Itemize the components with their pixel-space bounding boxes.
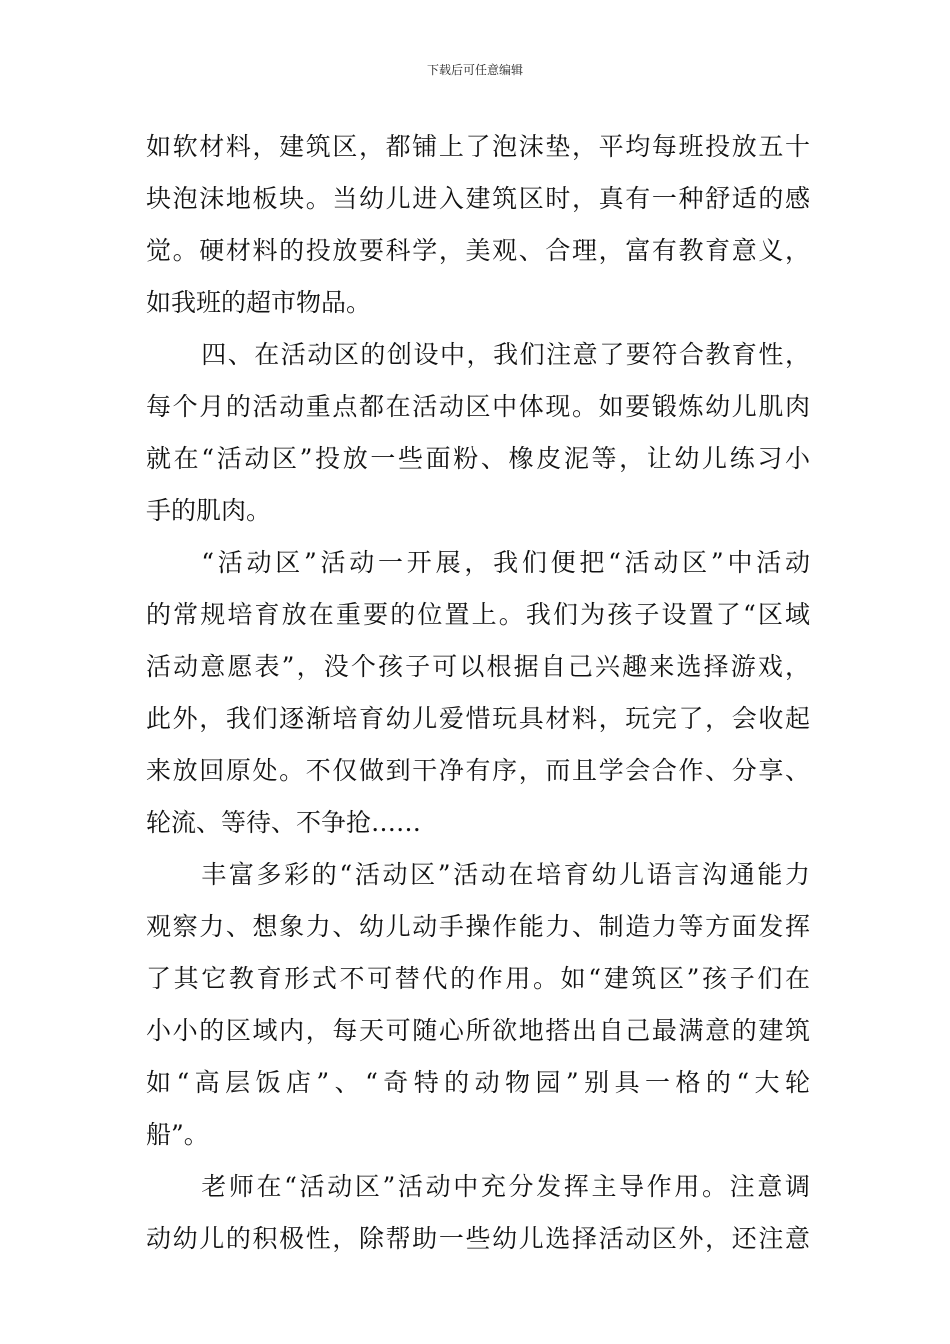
text-line: 此外，我们逐渐培育幼儿爱惜玩具材料，玩完了，会收起 — [146, 704, 810, 733]
text-line: 了其它教育形式不可替代的作用。如“建筑区”孩子们在 — [146, 964, 810, 993]
page-header: 下载后可任意编辑 — [426, 63, 523, 77]
text-line: 观察力、想象力、幼儿动手操作能力、制造力等方面发挥 — [146, 912, 810, 941]
text-line: 老师在“活动区”活动中充分发挥主导作用。注意调 — [201, 1172, 810, 1201]
text-line: 块泡沫地板块。当幼儿进入建筑区时，真有一种舒适的感 — [146, 184, 810, 213]
text-line: 船”。 — [146, 1120, 209, 1149]
text-line: 如我班的超市物品。 — [146, 288, 372, 317]
text-line: 就在“活动区”投放一些面粉、橡皮泥等，让幼儿练习小 — [146, 444, 810, 473]
text-line: 小小的区域内，每天可随心所欲地搭出自己最满意的建筑 — [146, 1016, 810, 1045]
text-line: 来放回原处。不仅做到干净有序，而且学会合作、分享、 — [146, 756, 810, 785]
text-line: 手的肌肉。 — [146, 496, 272, 525]
text-line: 动幼儿的积极性，除帮助一些幼儿选择活动区外，还注意 — [146, 1224, 810, 1253]
text-line: 四、在活动区的创设中，我们注意了要符合教育性， — [201, 340, 810, 369]
text-line: 每个月的活动重点都在活动区中体现。如要锻炼幼儿肌肉 — [146, 392, 810, 421]
text-line: 丰富多彩的“活动区”活动在培育幼儿语言沟通能力 — [201, 860, 810, 889]
text-line: “活动区”活动一开展，我们便把“活动区”中活动 — [201, 548, 810, 577]
text-line: 的常规培育放在重要的位置上。我们为孩子设置了“区域 — [146, 600, 810, 629]
text-line: 觉。硬材料的投放要科学，美观、合理，富有教育意义， — [146, 236, 810, 265]
text-line: 轮流、等待、不争抢…… — [146, 808, 422, 837]
text-line: 如软材料，建筑区，都铺上了泡沫垫，平均每班投放五十 — [146, 132, 810, 161]
text-line: 活动意愿表”，没个孩子可以根据自己兴趣来选择游戏， — [146, 652, 810, 681]
text-line: 如“高层饭店”、“奇特的动物园”别具一格的“大轮 — [146, 1068, 810, 1097]
